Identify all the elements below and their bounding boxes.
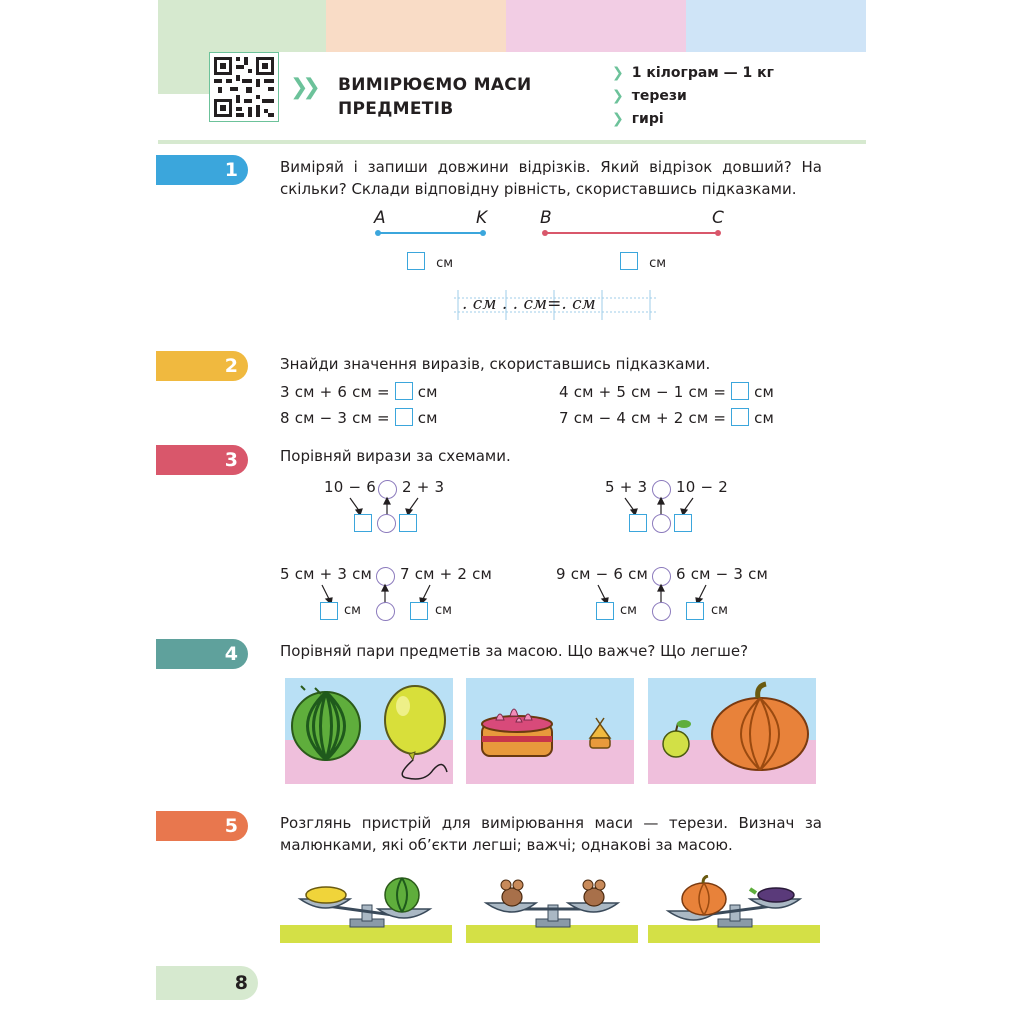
banana-icon bbox=[306, 887, 346, 903]
comparison-scheme-2: 5 + 3 10 − 2 bbox=[603, 476, 733, 536]
segment-1-answer: см bbox=[407, 252, 453, 271]
header-strip-peach bbox=[326, 0, 506, 52]
segment-2-answer: см bbox=[620, 252, 666, 271]
segment-1-right-label: K bbox=[476, 208, 488, 228]
header-left-tab bbox=[158, 52, 210, 94]
equation-text: . см . . см=. см bbox=[462, 294, 596, 314]
task-number-1: 1 bbox=[156, 155, 248, 185]
answer-box[interactable] bbox=[320, 602, 338, 620]
header-strip-green bbox=[158, 0, 326, 52]
answer-box[interactable] bbox=[596, 602, 614, 620]
expression-1: 3 см + 6 см = см bbox=[280, 383, 438, 401]
point-a bbox=[375, 230, 381, 236]
answer-box[interactable] bbox=[620, 252, 638, 270]
answer-box[interactable] bbox=[674, 514, 692, 532]
segment-1-left-label: A bbox=[374, 208, 386, 228]
task-number-3: 3 bbox=[156, 445, 248, 475]
chevron-right-icon: ❯ bbox=[612, 88, 624, 104]
chevron-right-icon: ❯ bbox=[612, 65, 624, 81]
expression-4: 7 см − 4 см + 2 см = см bbox=[559, 409, 775, 427]
compare-circle[interactable] bbox=[652, 514, 671, 533]
mouse-icon bbox=[501, 880, 523, 906]
answer-box[interactable] bbox=[395, 408, 413, 426]
task-number-4: 4 bbox=[156, 639, 248, 669]
answer-box[interactable] bbox=[354, 514, 372, 532]
task-number-2: 2 bbox=[156, 351, 248, 381]
task-1-text: Виміряй і запиши довжини відрізків. Який відрізок довший? На скільки? Склади відповідну рівність, скориставшись підказками. bbox=[280, 158, 822, 198]
compare-circle[interactable] bbox=[376, 602, 395, 621]
picture-apple-pumpkin bbox=[648, 678, 816, 784]
task-2-text: Знайди значення виразів, скориставшись підказками. bbox=[280, 355, 711, 373]
qr-code[interactable] bbox=[209, 52, 279, 122]
title-chevrons bbox=[290, 75, 315, 100]
keyword-item: ❯ гирі bbox=[612, 111, 664, 127]
point-c bbox=[715, 230, 721, 236]
task-number-5: 5 bbox=[156, 811, 248, 841]
point-b bbox=[542, 230, 548, 236]
mouse-icon bbox=[583, 880, 605, 906]
equation-grid[interactable] bbox=[454, 290, 658, 320]
answer-box[interactable] bbox=[410, 602, 428, 620]
answer-box[interactable] bbox=[629, 514, 647, 532]
compare-circle[interactable] bbox=[652, 602, 671, 621]
page-number: 8 bbox=[156, 966, 258, 1000]
task-4-text: Порівняй пари предметів за масою. Що важче? Що легше? bbox=[280, 642, 749, 660]
scales-banana-watermelon bbox=[280, 875, 452, 945]
segment-2-right-label: C bbox=[712, 208, 724, 228]
comparison-scheme-1: 10 − 6 2 + 3 bbox=[322, 476, 452, 536]
answer-box[interactable] bbox=[686, 602, 704, 620]
answer-box[interactable] bbox=[399, 514, 417, 532]
scales-mice bbox=[466, 875, 638, 945]
header-underline bbox=[158, 140, 866, 144]
answer-box[interactable] bbox=[731, 408, 749, 426]
answer-box[interactable] bbox=[395, 382, 413, 400]
keyword-item: ❯ 1 кілограм — 1 кг bbox=[612, 65, 774, 81]
point-k bbox=[480, 230, 486, 236]
segment-2-left-label: B bbox=[540, 208, 552, 228]
scales-pumpkin-eggplant bbox=[648, 875, 820, 945]
keyword-item: ❯ терези bbox=[612, 88, 687, 104]
header-strip-blue bbox=[686, 0, 866, 52]
task-5-text: Розглянь пристрій для вимірювання маси — терези. Визнач за малюнками, які об’єкти легші; важчі; однакові за масою. bbox=[280, 814, 822, 854]
answer-box[interactable] bbox=[407, 252, 425, 270]
comparison-scheme-3: 5 см + 3 см 7 см + 2 см см см bbox=[280, 563, 500, 623]
keywords-list bbox=[612, 62, 774, 131]
title-line-1: ВИМІРЮЄМО МАСИ bbox=[338, 75, 532, 95]
segments-drawing bbox=[370, 226, 730, 240]
page-title bbox=[338, 73, 532, 121]
expression-3: 4 см + 5 см − 1 см = см bbox=[559, 383, 775, 401]
compare-circle[interactable] bbox=[377, 514, 396, 533]
double-chevron-icon: ❯❯ bbox=[290, 75, 315, 100]
chevron-right-icon: ❯ bbox=[612, 111, 624, 127]
header-strip-pink bbox=[506, 0, 686, 52]
pumpkin-icon bbox=[682, 876, 726, 915]
title-line-2: ПРЕДМЕТІВ bbox=[338, 99, 454, 119]
comparison-scheme-4: 9 см − 6 см 6 см − 3 см см см bbox=[556, 563, 776, 623]
picture-cake-candy bbox=[466, 678, 634, 784]
expression-2: 8 см − 3 см = см bbox=[280, 409, 438, 427]
watermelon-icon bbox=[385, 878, 419, 912]
answer-box[interactable] bbox=[731, 382, 749, 400]
task-3-text: Порівняй вирази за схемами. bbox=[280, 447, 511, 465]
picture-watermelon-balloon bbox=[285, 678, 453, 784]
